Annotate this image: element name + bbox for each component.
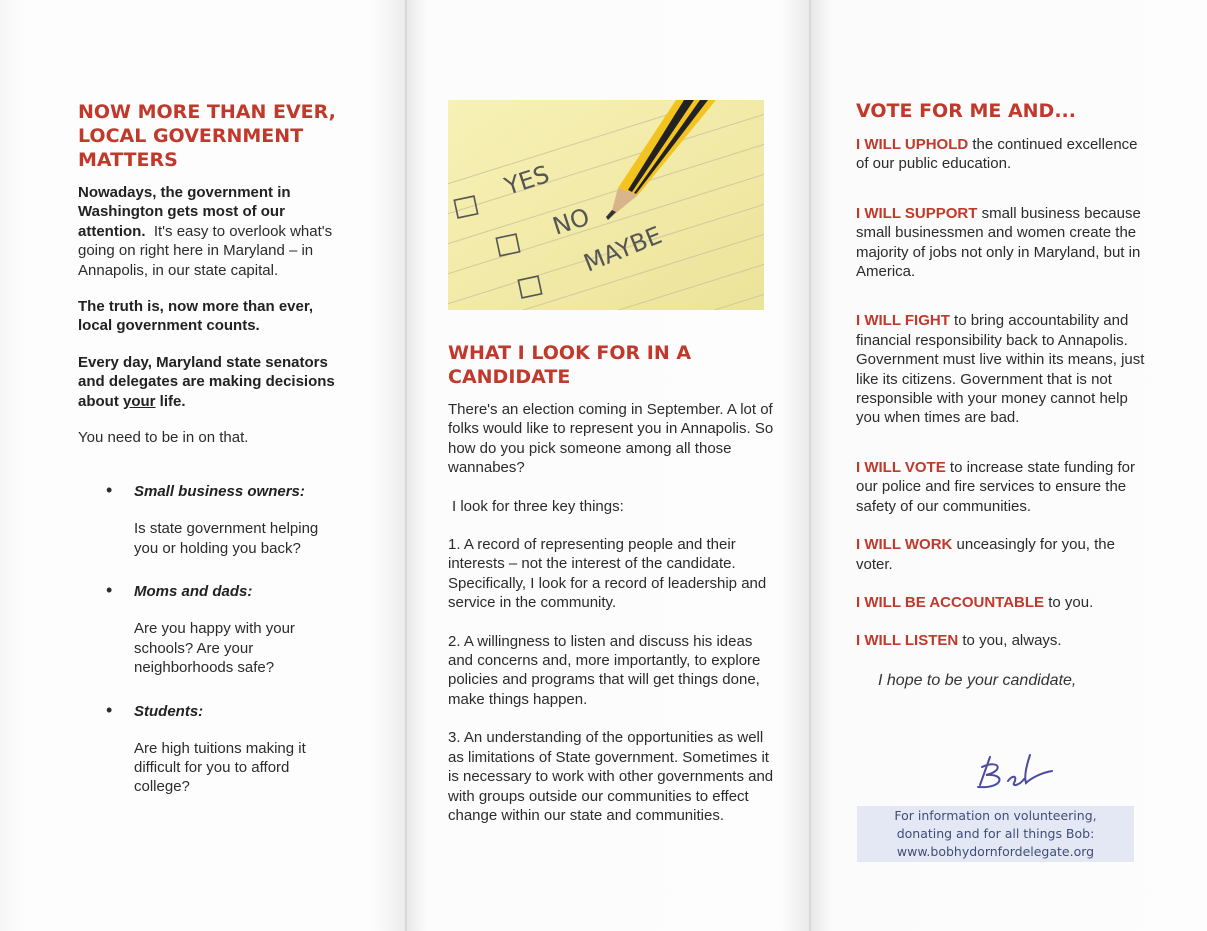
need-paragraph: You need to be in on that. bbox=[78, 429, 249, 447]
photo-yes: YES bbox=[501, 160, 553, 201]
panel-right-heading: VOTE FOR ME AND... bbox=[856, 100, 1076, 122]
list-item bbox=[106, 482, 343, 558]
photo-maybe: MAYBE bbox=[579, 221, 666, 278]
bullet-text: Is state government helping you or holding you back? bbox=[134, 520, 319, 557]
bullet-text: Are high tuitions making it difficult for you to afford college? bbox=[134, 739, 306, 796]
pledge-text: to increase state funding for our police and fire services to ensure the safety of our communities. bbox=[856, 458, 1136, 515]
closing-line: I hope to be your candidate, bbox=[878, 671, 1077, 689]
panel-middle-heading: WHAT I LOOK FOR IN A CANDIDATE bbox=[448, 342, 692, 388]
pledge-listen bbox=[856, 631, 1151, 650]
panel-left-content bbox=[78, 100, 343, 821]
bullet-title: • Small business owners: bbox=[134, 483, 305, 501]
pledge-lead: I WILL FIGHT bbox=[856, 312, 950, 330]
pledge-vote bbox=[856, 458, 1151, 516]
pledge-text: small business because small businessmen and women create the majority of jobs not only in Maryland, but in America. bbox=[856, 204, 1141, 281]
pledge-lead: I WILL SUPPORT bbox=[856, 204, 978, 222]
pledge-lead: I WILL LISTEN bbox=[856, 632, 959, 650]
decisions-text-a: Every day, Maryland state senators and delegates are making decisions about bbox=[78, 353, 335, 410]
pledge-work bbox=[856, 535, 1151, 574]
panel-right-content bbox=[856, 99, 1151, 690]
panel-left-heading: NOW MORE THAN EVER, LOCAL GOVERNMENT MATTERS bbox=[78, 101, 336, 171]
signature-icon bbox=[960, 745, 1060, 795]
bullet-title: • Students: bbox=[134, 702, 204, 720]
key-things-lead: I look for three key things: bbox=[452, 497, 624, 515]
info-line-1: For information on volunteering, bbox=[894, 808, 1097, 823]
pledge-lead: I WILL WORK bbox=[856, 536, 953, 554]
intro-bold: Nowadays, the government in Washington gets most of our attention. bbox=[78, 184, 291, 240]
website-link[interactable]: www.bobhydornfordelegate.org bbox=[896, 844, 1095, 859]
intro-text: It's easy to overlook what's going on right here in Maryland – in Annapolis, in our state capital. bbox=[78, 222, 333, 279]
pledge-text: to you, always. bbox=[958, 632, 1062, 650]
decisions-paragraph bbox=[78, 353, 343, 411]
photo-no: NO bbox=[549, 202, 593, 241]
ballot-pencil-illustration bbox=[448, 100, 764, 310]
pledge-support bbox=[856, 204, 1151, 282]
decisions-underline: your bbox=[123, 392, 156, 410]
info-box bbox=[857, 806, 1134, 862]
pledge-lead: I WILL UPHOLD bbox=[856, 136, 969, 153]
bullet-text: Are you happy with your schools? Are your neighborhoods safe? bbox=[134, 620, 295, 677]
point-three: 3. An understanding of the opportunities as well as limitations of State government. Sometimes it is necessary to work with other governments and with groups outside our communities to effect change within our state and communities. bbox=[448, 729, 774, 824]
decisions-text-b: life. bbox=[155, 392, 186, 410]
info-line-2: donating and for all things Bob: bbox=[896, 826, 1095, 841]
pledge-text: to you. bbox=[1044, 593, 1094, 611]
pledge-text: unceasingly for you, the voter. bbox=[856, 536, 1115, 573]
pledge-lead: I WILL VOTE bbox=[856, 458, 946, 476]
intro-paragraph bbox=[78, 183, 343, 280]
pledge-lead: I WILL BE ACCOUNTABLE bbox=[856, 593, 1045, 611]
election-intro: There's an election coming in September. A lot of folks would like to represent you in Annapolis. So how do you pick someone among all those wannabes? bbox=[448, 401, 774, 477]
pledge-fight bbox=[856, 311, 1151, 427]
pledge-uphold bbox=[856, 135, 1151, 174]
point-two: 2. A willingness to listen and discuss his ideas and concerns and, more importantly, to explore policies and programs that will get things done, make things happen. bbox=[448, 632, 761, 708]
panel-middle-content bbox=[448, 341, 778, 825]
audience-list bbox=[106, 482, 343, 796]
pledge-text: the continued excellence of our public education. bbox=[856, 136, 1138, 173]
ballot-photo bbox=[448, 100, 764, 310]
pledge-text: to bring accountability and financial responsibility back to Annapolis. Government must live within its means, just like its citizens. Government that is not responsible with your money cannot help you when times are bad. bbox=[856, 312, 1145, 427]
point-one: 1. A record of representing people and their interests – not the interest of the candidate. Specifically, I look for a record of leadership and service in the community. bbox=[448, 536, 767, 612]
list-item bbox=[106, 582, 343, 677]
list-item bbox=[106, 702, 343, 797]
truth-paragraph bbox=[78, 297, 343, 336]
truth-text: The truth is, now more than ever, local government counts. bbox=[78, 298, 314, 335]
pledge-accountable bbox=[856, 593, 1151, 612]
bullet-title: • Moms and dads: bbox=[134, 583, 253, 601]
